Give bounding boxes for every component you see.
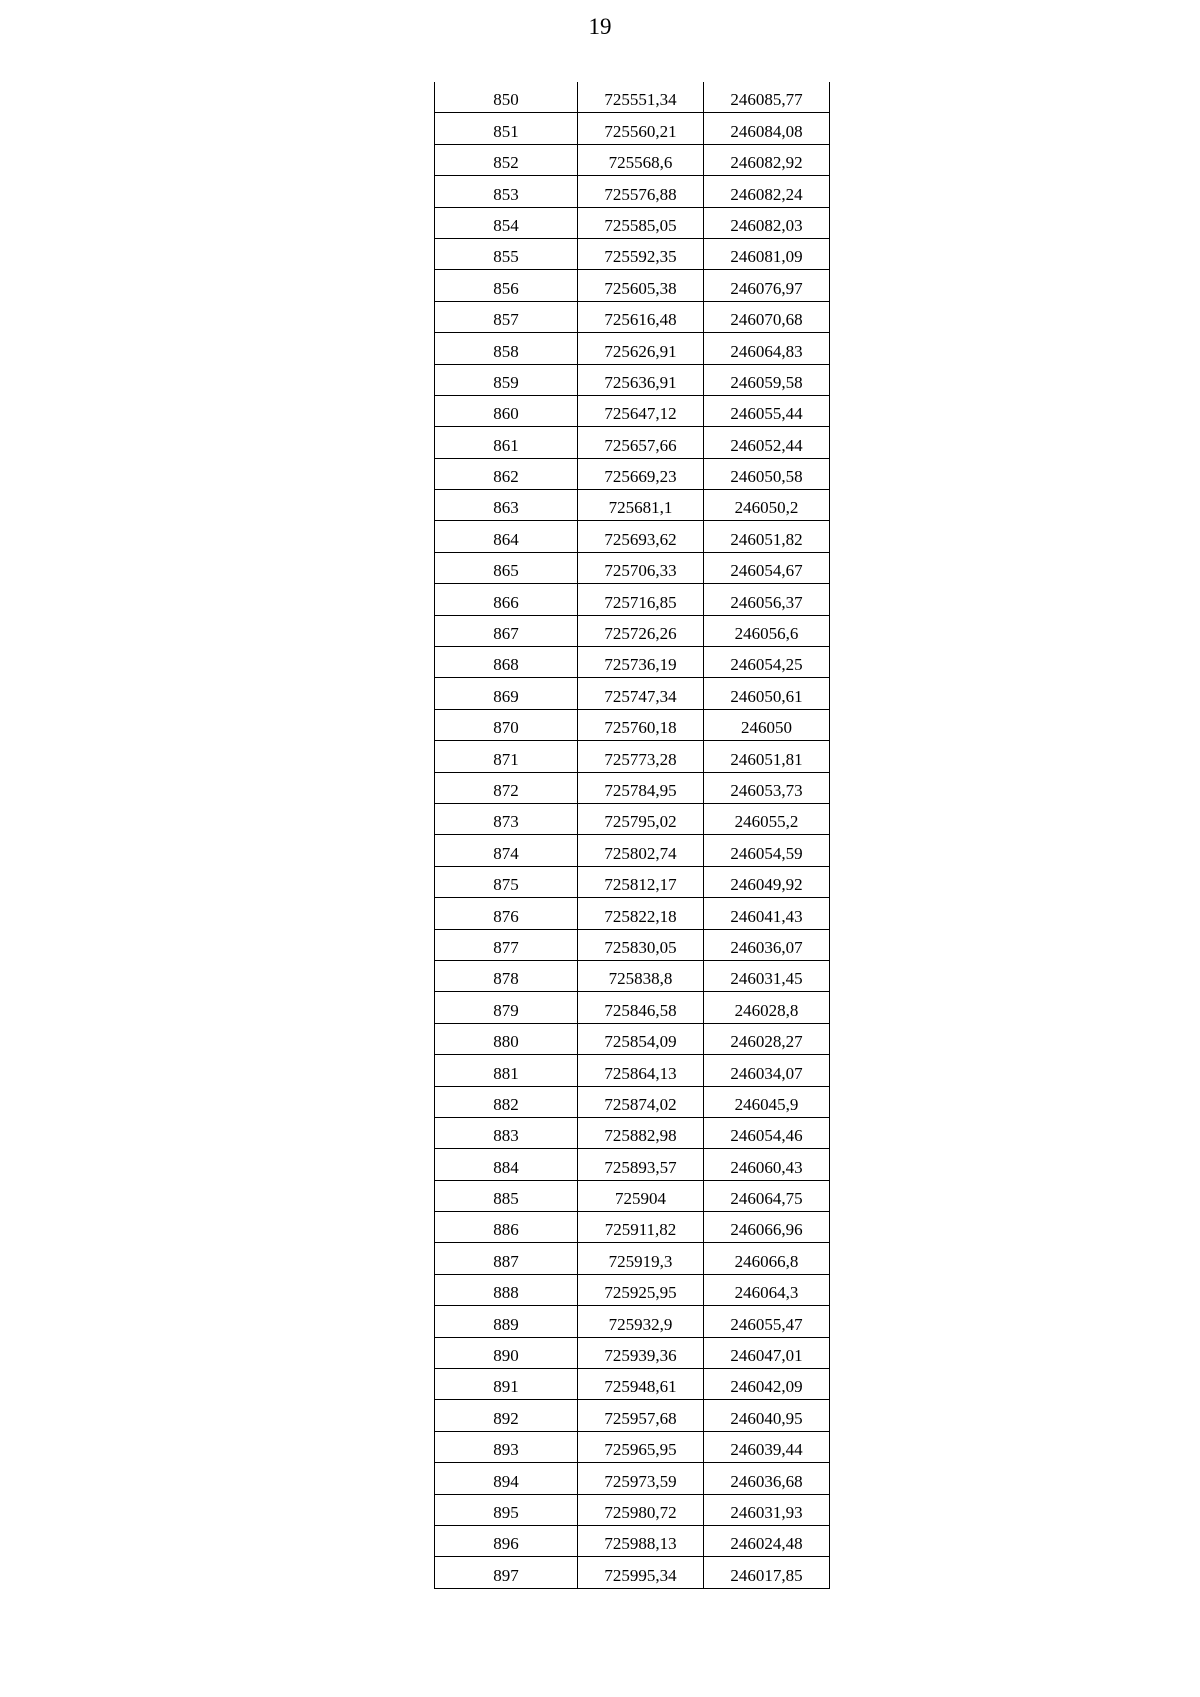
table-row (435, 1369, 830, 1400)
y-coordinate-cell: 246041,43 (704, 898, 830, 929)
y-coordinate-cell: 246045,9 (704, 1086, 830, 1117)
x-coordinate-cell: 725616,48 (578, 301, 704, 332)
y-coordinate-cell: 246059,58 (704, 364, 830, 395)
point-number-cell: 880 (435, 1023, 578, 1054)
y-coordinate-cell: 246082,03 (704, 207, 830, 238)
x-coordinate-cell: 725568,6 (578, 144, 704, 175)
x-coordinate-cell: 725919,3 (578, 1243, 704, 1274)
y-coordinate-cell: 246085,77 (704, 82, 830, 113)
y-coordinate-cell: 246047,01 (704, 1337, 830, 1368)
x-coordinate-cell: 725669,23 (578, 458, 704, 489)
point-number-cell: 855 (435, 238, 578, 269)
x-coordinate-cell: 725693,62 (578, 521, 704, 552)
table-row (435, 1274, 830, 1305)
table-row (435, 207, 830, 238)
point-number-cell: 863 (435, 490, 578, 521)
point-number-cell: 881 (435, 1055, 578, 1086)
point-number-cell: 868 (435, 647, 578, 678)
y-coordinate-cell: 246084,08 (704, 113, 830, 144)
x-coordinate-cell: 725822,18 (578, 898, 704, 929)
point-number-cell: 887 (435, 1243, 578, 1274)
x-coordinate-cell: 725980,72 (578, 1494, 704, 1525)
point-number-cell: 870 (435, 709, 578, 740)
table-row (435, 1306, 830, 1337)
y-coordinate-cell: 246053,73 (704, 772, 830, 803)
x-coordinate-cell: 725911,82 (578, 1212, 704, 1243)
point-number-cell: 886 (435, 1212, 578, 1243)
table-row (435, 835, 830, 866)
y-coordinate-cell: 246055,47 (704, 1306, 830, 1337)
x-coordinate-cell: 725965,95 (578, 1431, 704, 1462)
y-coordinate-cell: 246054,25 (704, 647, 830, 678)
table-row (435, 552, 830, 583)
y-coordinate-cell: 246070,68 (704, 301, 830, 332)
table-row (435, 82, 830, 113)
table-row (435, 1337, 830, 1368)
y-coordinate-cell: 246017,85 (704, 1557, 830, 1588)
x-coordinate-cell: 725864,13 (578, 1055, 704, 1086)
point-number-cell: 888 (435, 1274, 578, 1305)
point-number-cell: 850 (435, 82, 578, 113)
table-row (435, 270, 830, 301)
y-coordinate-cell: 246042,09 (704, 1369, 830, 1400)
table-row (435, 678, 830, 709)
x-coordinate-cell: 725904 (578, 1180, 704, 1211)
y-coordinate-cell: 246050,61 (704, 678, 830, 709)
y-coordinate-cell: 246066,8 (704, 1243, 830, 1274)
table-row (435, 647, 830, 678)
table-row (435, 427, 830, 458)
y-coordinate-cell: 246052,44 (704, 427, 830, 458)
y-coordinate-cell: 246076,97 (704, 270, 830, 301)
y-coordinate-cell: 246050 (704, 709, 830, 740)
point-number-cell: 884 (435, 1149, 578, 1180)
table-row (435, 772, 830, 803)
point-number-cell: 892 (435, 1400, 578, 1431)
table-row (435, 1243, 830, 1274)
x-coordinate-cell: 725846,58 (578, 992, 704, 1023)
table-row (435, 395, 830, 426)
x-coordinate-cell: 725560,21 (578, 113, 704, 144)
point-number-cell: 885 (435, 1180, 578, 1211)
x-coordinate-cell: 725773,28 (578, 741, 704, 772)
x-coordinate-cell: 725948,61 (578, 1369, 704, 1400)
x-coordinate-cell: 725716,85 (578, 584, 704, 615)
point-number-cell: 876 (435, 898, 578, 929)
point-number-cell: 858 (435, 333, 578, 364)
y-coordinate-cell: 246031,93 (704, 1494, 830, 1525)
y-coordinate-cell: 246064,3 (704, 1274, 830, 1305)
point-number-cell: 867 (435, 615, 578, 646)
y-coordinate-cell: 246064,83 (704, 333, 830, 364)
point-number-cell: 866 (435, 584, 578, 615)
y-coordinate-cell: 246024,48 (704, 1525, 830, 1556)
table-row (435, 898, 830, 929)
x-coordinate-cell: 725802,74 (578, 835, 704, 866)
x-coordinate-cell: 725605,38 (578, 270, 704, 301)
coordinates-table-body (435, 82, 830, 1588)
table-row (435, 333, 830, 364)
x-coordinate-cell: 725973,59 (578, 1463, 704, 1494)
point-number-cell: 882 (435, 1086, 578, 1117)
x-coordinate-cell: 725854,09 (578, 1023, 704, 1054)
point-number-cell: 854 (435, 207, 578, 238)
x-coordinate-cell: 725838,8 (578, 960, 704, 991)
x-coordinate-cell: 725874,02 (578, 1086, 704, 1117)
table-row (435, 490, 830, 521)
point-number-cell: 857 (435, 301, 578, 332)
point-number-cell: 877 (435, 929, 578, 960)
y-coordinate-cell: 246055,44 (704, 395, 830, 426)
x-coordinate-cell: 725736,19 (578, 647, 704, 678)
x-coordinate-cell: 725882,98 (578, 1117, 704, 1148)
point-number-cell: 853 (435, 176, 578, 207)
coordinates-table (434, 82, 830, 1589)
y-coordinate-cell: 246049,92 (704, 866, 830, 897)
table-row (435, 521, 830, 552)
point-number-cell: 893 (435, 1431, 578, 1462)
x-coordinate-cell: 725988,13 (578, 1525, 704, 1556)
x-coordinate-cell: 725747,34 (578, 678, 704, 709)
point-number-cell: 891 (435, 1369, 578, 1400)
table-row (435, 803, 830, 834)
y-coordinate-cell: 246050,58 (704, 458, 830, 489)
y-coordinate-cell: 246036,68 (704, 1463, 830, 1494)
point-number-cell: 894 (435, 1463, 578, 1494)
point-number-cell: 865 (435, 552, 578, 583)
point-number-cell: 864 (435, 521, 578, 552)
table-row (435, 113, 830, 144)
point-number-cell: 874 (435, 835, 578, 866)
x-coordinate-cell: 725795,02 (578, 803, 704, 834)
table-row (435, 709, 830, 740)
point-number-cell: 852 (435, 144, 578, 175)
y-coordinate-cell: 246056,6 (704, 615, 830, 646)
point-number-cell: 859 (435, 364, 578, 395)
table-row (435, 992, 830, 1023)
y-coordinate-cell: 246082,92 (704, 144, 830, 175)
table-row (435, 1431, 830, 1462)
x-coordinate-cell: 725957,68 (578, 1400, 704, 1431)
x-coordinate-cell: 725657,66 (578, 427, 704, 458)
y-coordinate-cell: 246051,81 (704, 741, 830, 772)
y-coordinate-cell: 246081,09 (704, 238, 830, 269)
point-number-cell: 879 (435, 992, 578, 1023)
table-row (435, 1086, 830, 1117)
y-coordinate-cell: 246066,96 (704, 1212, 830, 1243)
table-row (435, 1212, 830, 1243)
point-number-cell: 897 (435, 1557, 578, 1588)
y-coordinate-cell: 246036,07 (704, 929, 830, 960)
point-number-cell: 875 (435, 866, 578, 897)
y-coordinate-cell: 246051,82 (704, 521, 830, 552)
point-number-cell: 869 (435, 678, 578, 709)
x-coordinate-cell: 725706,33 (578, 552, 704, 583)
table-row (435, 1400, 830, 1431)
y-coordinate-cell: 246028,27 (704, 1023, 830, 1054)
point-number-cell: 860 (435, 395, 578, 426)
table-row (435, 238, 830, 269)
table-row (435, 1055, 830, 1086)
table-row (435, 584, 830, 615)
point-number-cell: 873 (435, 803, 578, 834)
table-row (435, 1494, 830, 1525)
x-coordinate-cell: 725726,26 (578, 615, 704, 646)
x-coordinate-cell: 725576,88 (578, 176, 704, 207)
y-coordinate-cell: 246082,24 (704, 176, 830, 207)
point-number-cell: 896 (435, 1525, 578, 1556)
table-row (435, 1149, 830, 1180)
x-coordinate-cell: 725784,95 (578, 772, 704, 803)
x-coordinate-cell: 725932,9 (578, 1306, 704, 1337)
y-coordinate-cell: 246039,44 (704, 1431, 830, 1462)
table-row (435, 1525, 830, 1556)
y-coordinate-cell: 246055,2 (704, 803, 830, 834)
table-row (435, 960, 830, 991)
x-coordinate-cell: 725681,1 (578, 490, 704, 521)
point-number-cell: 861 (435, 427, 578, 458)
table-row (435, 458, 830, 489)
table-row (435, 1463, 830, 1494)
table-row (435, 1557, 830, 1588)
table-row (435, 364, 830, 395)
point-number-cell: 871 (435, 741, 578, 772)
x-coordinate-cell: 725893,57 (578, 1149, 704, 1180)
table-row (435, 301, 830, 332)
table-row (435, 176, 830, 207)
x-coordinate-cell: 725551,34 (578, 82, 704, 113)
point-number-cell: 862 (435, 458, 578, 489)
x-coordinate-cell: 725636,91 (578, 364, 704, 395)
y-coordinate-cell: 246031,45 (704, 960, 830, 991)
table-row (435, 929, 830, 960)
table-row (435, 1180, 830, 1211)
x-coordinate-cell: 725925,95 (578, 1274, 704, 1305)
point-number-cell: 878 (435, 960, 578, 991)
table-row (435, 741, 830, 772)
y-coordinate-cell: 246060,43 (704, 1149, 830, 1180)
y-coordinate-cell: 246056,37 (704, 584, 830, 615)
point-number-cell: 890 (435, 1337, 578, 1368)
point-number-cell: 856 (435, 270, 578, 301)
point-number-cell: 889 (435, 1306, 578, 1337)
point-number-cell: 851 (435, 113, 578, 144)
y-coordinate-cell: 246040,95 (704, 1400, 830, 1431)
point-number-cell: 872 (435, 772, 578, 803)
table-row (435, 1023, 830, 1054)
x-coordinate-cell: 725939,36 (578, 1337, 704, 1368)
x-coordinate-cell: 725812,17 (578, 866, 704, 897)
x-coordinate-cell: 725830,05 (578, 929, 704, 960)
table-row (435, 615, 830, 646)
page-number: 19 (588, 14, 612, 39)
table-row (435, 1117, 830, 1148)
y-coordinate-cell: 246028,8 (704, 992, 830, 1023)
table-row (435, 144, 830, 175)
x-coordinate-cell: 725585,05 (578, 207, 704, 238)
x-coordinate-cell: 725592,35 (578, 238, 704, 269)
y-coordinate-cell: 246064,75 (704, 1180, 830, 1211)
x-coordinate-cell: 725626,91 (578, 333, 704, 364)
point-number-cell: 883 (435, 1117, 578, 1148)
x-coordinate-cell: 725760,18 (578, 709, 704, 740)
y-coordinate-cell: 246050,2 (704, 490, 830, 521)
x-coordinate-cell: 725995,34 (578, 1557, 704, 1588)
y-coordinate-cell: 246054,46 (704, 1117, 830, 1148)
y-coordinate-cell: 246034,07 (704, 1055, 830, 1086)
y-coordinate-cell: 246054,59 (704, 835, 830, 866)
point-number-cell: 895 (435, 1494, 578, 1525)
y-coordinate-cell: 246054,67 (704, 552, 830, 583)
table-row (435, 866, 830, 897)
x-coordinate-cell: 725647,12 (578, 395, 704, 426)
